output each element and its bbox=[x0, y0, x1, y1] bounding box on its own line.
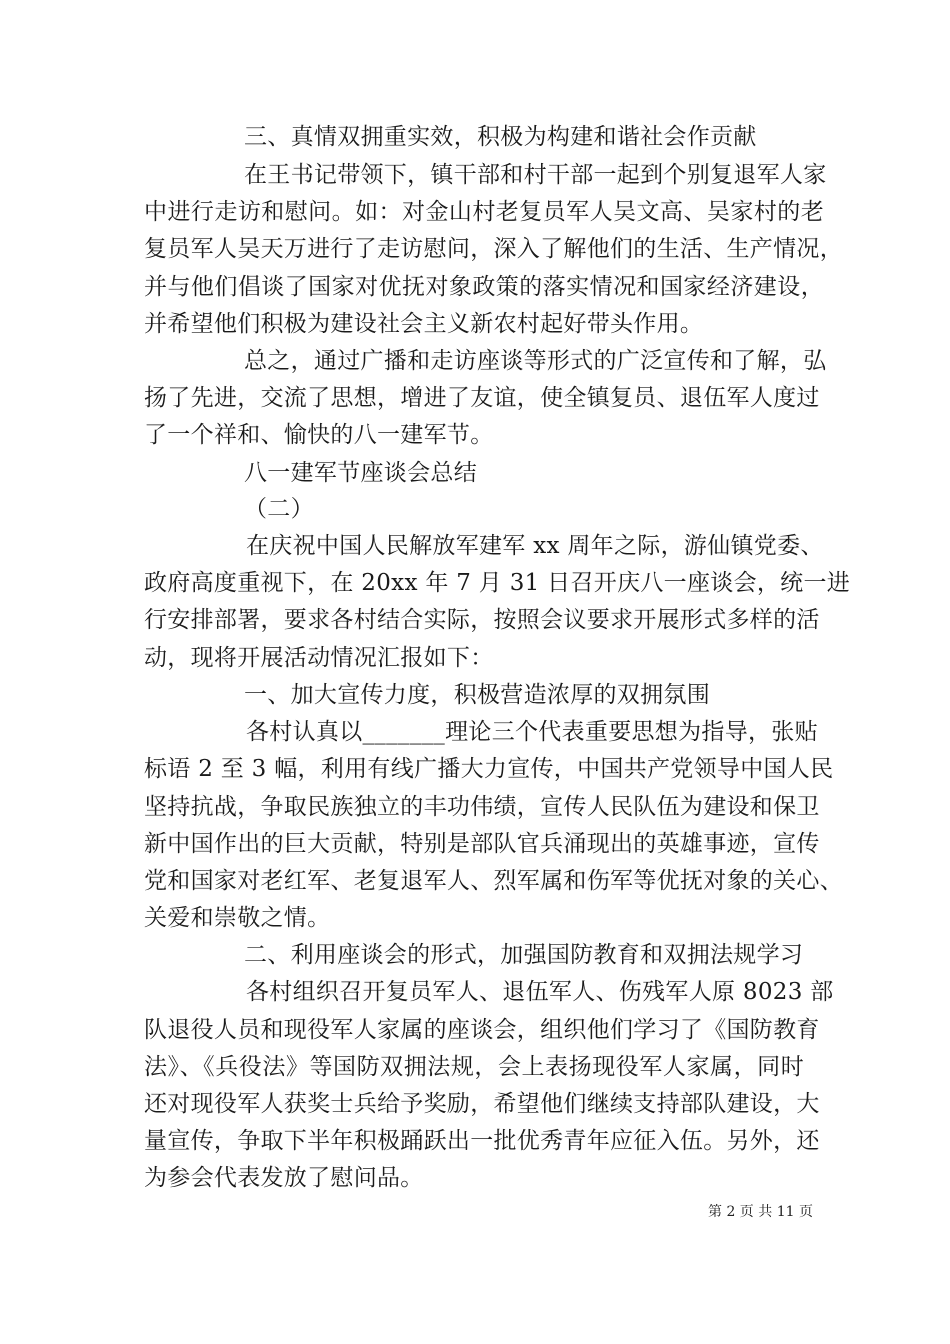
paragraph-line: 关爱和崇敬之情。 bbox=[144, 905, 331, 931]
document-title: 八一建军节座谈会总结 bbox=[244, 460, 477, 486]
paragraph-line: 党和国家对老红军、老复退军人、烈军属和伤军等优抚对象的关心、 bbox=[144, 868, 843, 894]
paragraph-line: 复员军人吴天万进行了走访慰问，深入了解他们的生活、生产情况， bbox=[144, 236, 843, 262]
paragraph-line: 坚持抗战，争取民族独立的丰功伟绩，宣传人民队伍为建设和保卫 bbox=[144, 794, 820, 820]
document-subtitle: （二） bbox=[244, 496, 314, 522]
paragraph-line: 各村认真以_______理论三个代表重要思想为指导，张贴 bbox=[246, 719, 818, 745]
paragraph-line: 了一个祥和、愉快的八一建军节。 bbox=[144, 422, 494, 448]
paragraph-line: 总之，通过广播和走访座谈等形式的广泛宣传和了解，弘 bbox=[244, 348, 827, 374]
section-heading: 三、真情双拥重实效，积极为构建和谐社会作贡献 bbox=[244, 124, 757, 150]
paragraph-line: 队退役人员和现役军人家属的座谈会，组织他们学习了《国防教育 bbox=[144, 1017, 820, 1043]
section-heading: 一、加大宣传力度，积极营造浓厚的双拥氛围 bbox=[244, 682, 710, 708]
paragraph-line: 在庆祝中国人民解放军建军 xx 周年之际，游仙镇党委、 bbox=[246, 533, 824, 559]
paragraph-line: 各村组织召开复员军人、退伍军人、伤残军人原 8023 部 bbox=[246, 979, 834, 1005]
paragraph-line: 新中国作出的巨大贡献，特别是部队官兵涌现出的英雄事迹，宣传 bbox=[144, 831, 820, 857]
paragraph-line: 中进行走访和慰问。如：对金山村老复员军人吴文高、吴家村的老 bbox=[144, 199, 824, 225]
paragraph-line: 还对现役军人获奖士兵给予奖励，希望他们继续支持部队建设，大 bbox=[144, 1091, 820, 1117]
paragraph-line: 扬了先进，交流了思想，增进了友谊，使全镇复员、退伍军人度过 bbox=[144, 385, 820, 411]
page-number: 第 2 页 共 11 页 bbox=[708, 1204, 813, 1220]
paragraph-line: 在王书记带领下，镇干部和村干部一起到个别复退军人家 bbox=[244, 162, 827, 188]
paragraph-line: 并希望他们积极为建设社会主义新农村起好带头作用。 bbox=[144, 311, 704, 337]
paragraph-line: 行安排部署，要求各村结合实际，按照会议要求开展形式多样的活 bbox=[144, 607, 820, 633]
paragraph-line: 标语 2 至 3 幅，利用有线广播大力宣传，中国共产党领导中国人民 bbox=[144, 756, 834, 782]
paragraph-line: 并与他们倡谈了国家对优抚对象政策的落实情况和国家经济建设， bbox=[144, 274, 824, 300]
paragraph-line: 政府高度重视下，在 20xx 年 7 月 31 日召开庆八一座谈会，统一进 bbox=[144, 570, 851, 596]
paragraph-line: 量宣传，争取下半年积极踊跃出一批优秀青年应征入伍。另外，还 bbox=[144, 1128, 820, 1154]
paragraph-line: 法》、《兵役法》等国防双拥法规，会上表扬现役军人家属，同时 bbox=[144, 1054, 804, 1080]
paragraph-line: 为参会代表发放了慰问品。 bbox=[144, 1165, 424, 1191]
section-heading: 二、利用座谈会的形式，加强国防教育和双拥法规学习 bbox=[244, 942, 804, 968]
paragraph-line: 动，现将开展活动情况汇报如下： bbox=[144, 645, 494, 671]
